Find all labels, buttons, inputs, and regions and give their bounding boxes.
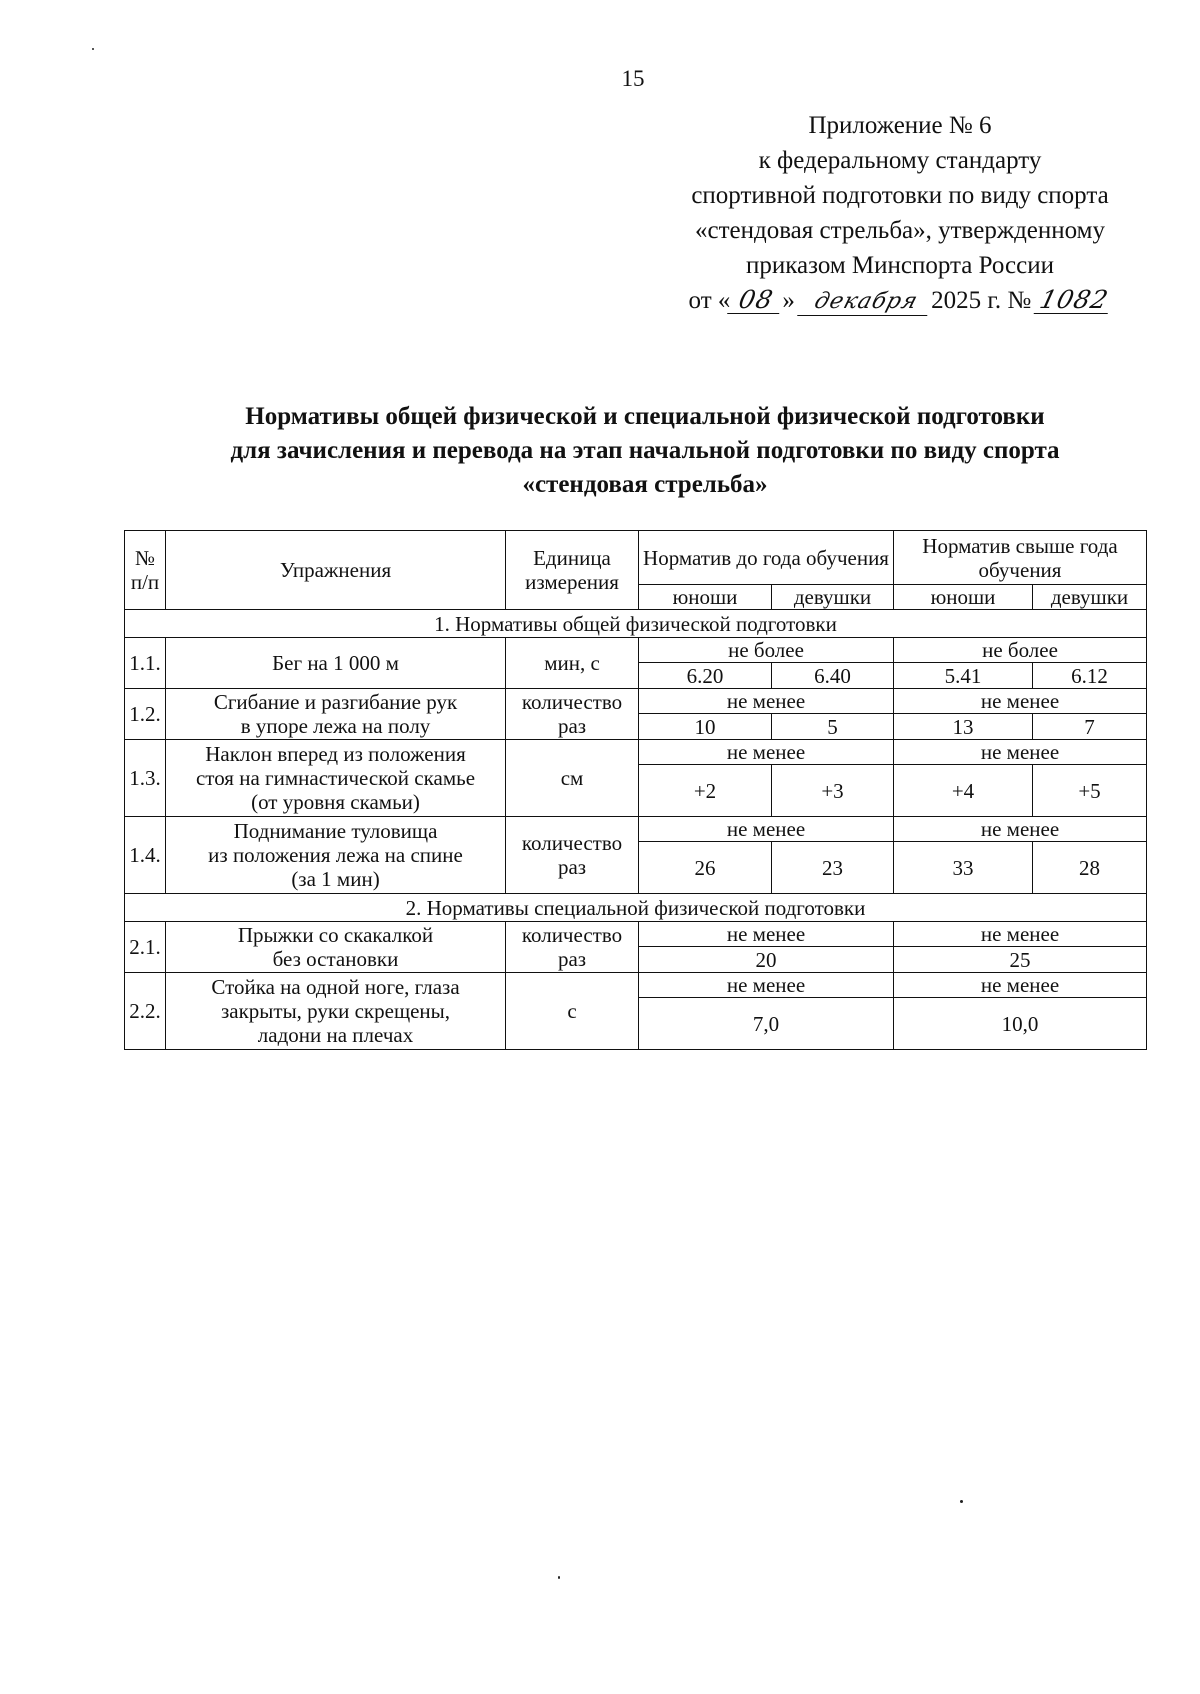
- row-condition-after: не менее: [894, 689, 1147, 714]
- value-cell: 13: [894, 714, 1033, 740]
- row-unit: [506, 817, 639, 894]
- row-unit: с: [506, 973, 639, 1050]
- value-cell: 7: [1033, 714, 1147, 740]
- row-exercise: [166, 817, 506, 894]
- header-row: [125, 531, 1147, 585]
- row-exercise: [166, 740, 506, 817]
- header-unit: Единица измерения: [506, 531, 639, 610]
- row-condition-after: не менее: [894, 922, 1147, 947]
- scan-speck: [92, 48, 94, 50]
- row-unit: мин, с: [506, 638, 639, 689]
- value-cell: +2: [639, 765, 772, 817]
- exercise-line: Поднимание туловища: [233, 819, 438, 843]
- exercise-line: (за 1 мин): [291, 867, 380, 891]
- row-condition-after: не менее: [894, 817, 1147, 842]
- norms-table: [124, 530, 1147, 1050]
- value-cell: 26: [639, 842, 772, 894]
- section-title: 2. Нормативы специальной физической подготовки: [125, 894, 1147, 922]
- value-cell: 5: [772, 714, 894, 740]
- exercise-line: Наклон вперед из положения: [205, 742, 466, 766]
- row-condition-before: не менее: [639, 689, 894, 714]
- value-cell: 5.41: [894, 663, 1033, 689]
- appendix-line: Приложение № 6: [808, 112, 992, 139]
- value-cell: 6.40: [772, 663, 894, 689]
- table-row: [125, 689, 1147, 714]
- header-norm-before: Норматив до года обучения: [639, 531, 894, 585]
- row-num: 1.2.: [125, 689, 166, 740]
- appendix-header: [640, 108, 1160, 318]
- unit-line: раз: [557, 947, 587, 971]
- row-exercise: Бег на 1 000 м: [166, 638, 506, 689]
- table-row: [125, 817, 1147, 842]
- unit-line: количество: [521, 690, 623, 714]
- document-title: [120, 400, 1170, 502]
- row-condition-before: не менее: [639, 817, 894, 842]
- value-cell: 33: [894, 842, 1033, 894]
- page-number: 15: [621, 66, 645, 91]
- order-date-line: [640, 283, 1160, 318]
- table-row: [125, 740, 1147, 765]
- row-exercise: [166, 689, 506, 740]
- handwritten-order-number: 1082: [1034, 287, 1115, 314]
- table-row: [125, 638, 1147, 663]
- scan-speck: [558, 1576, 560, 1579]
- exercise-line: ладони на плечах: [257, 1023, 414, 1047]
- header-girls: девушки: [1033, 585, 1147, 610]
- date-prefix: от «: [688, 287, 731, 314]
- row-num: 1.3.: [125, 740, 166, 817]
- row-condition-before: не менее: [639, 922, 894, 947]
- header-exercise: Упражнения: [166, 531, 506, 610]
- exercise-line: Стойка на одной ноге, глаза: [211, 975, 460, 999]
- row-condition-after: не менее: [894, 973, 1147, 998]
- appendix-line: спортивной подготовки по виду спорта: [691, 182, 1109, 209]
- exercise-line: из положения лежа на спине: [208, 843, 463, 867]
- exercise-line: закрыты, руки скрещены,: [220, 999, 451, 1023]
- exercise-line: стоя на гимнастической скамье: [195, 766, 476, 790]
- title-line: для зачисления и перевода на этап начальной подготовки по виду спорта: [230, 437, 1060, 464]
- handwritten-day: 08: [728, 287, 786, 314]
- row-num: 2.2.: [125, 973, 166, 1050]
- table-row: [125, 973, 1147, 998]
- appendix-line: к федеральному стандарту: [758, 147, 1042, 174]
- title-line: «стендовая стрельба»: [522, 471, 768, 498]
- value-cell: 6.20: [639, 663, 772, 689]
- value-cell: 10,0: [894, 998, 1147, 1050]
- header-boys: юноши: [639, 585, 772, 610]
- section-row: [125, 894, 1147, 922]
- value-cell: 25: [894, 947, 1147, 973]
- value-cell: 10: [639, 714, 772, 740]
- header-girls: девушки: [772, 585, 894, 610]
- row-condition-before: не менее: [639, 973, 894, 998]
- row-condition-before: не более: [639, 638, 894, 663]
- value-cell: 6.12: [1033, 663, 1147, 689]
- scan-speck: [960, 1500, 963, 1503]
- unit-line: количество: [521, 923, 623, 947]
- section-row: [125, 610, 1147, 638]
- unit-line: раз: [557, 714, 587, 738]
- row-unit: [506, 689, 639, 740]
- exercise-line: без остановки: [272, 947, 399, 971]
- row-num: 1.1.: [125, 638, 166, 689]
- appendix-line: «стендовая стрельба», утвержденному: [694, 217, 1106, 244]
- table-row: [125, 922, 1147, 947]
- handwritten-month: декабря: [797, 289, 935, 316]
- unit-line: раз: [557, 855, 587, 879]
- value-cell: +5: [1033, 765, 1147, 817]
- header-norm-after: Норматив свыше года обучения: [894, 531, 1147, 585]
- exercise-line: (от уровня скамьи): [251, 790, 420, 814]
- row-condition-after: не более: [894, 638, 1147, 663]
- unit-line: количество: [521, 831, 623, 855]
- date-mid: »: [782, 287, 795, 314]
- header-num: № п/п: [125, 531, 166, 610]
- value-cell: 7,0: [639, 998, 894, 1050]
- row-condition-before: не менее: [639, 740, 894, 765]
- exercise-line: Сгибание и разгибание рук: [213, 690, 458, 714]
- row-unit: [506, 922, 639, 973]
- value-cell: +3: [772, 765, 894, 817]
- row-condition-after: не менее: [894, 740, 1147, 765]
- exercise-line: Прыжки со скакалкой: [237, 923, 434, 947]
- section-title: 1. Нормативы общей физической подготовки: [125, 610, 1147, 638]
- title-line: Нормативы общей физической и специальной физической подготовки: [245, 403, 1045, 430]
- value-cell: 20: [639, 947, 894, 973]
- value-cell: 28: [1033, 842, 1147, 894]
- row-unit: см: [506, 740, 639, 817]
- value-cell: 23: [772, 842, 894, 894]
- value-cell: +4: [894, 765, 1033, 817]
- exercise-line: в упоре лежа на полу: [240, 714, 431, 738]
- row-exercise: [166, 922, 506, 973]
- header-boys: юноши: [894, 585, 1033, 610]
- row-exercise: [166, 973, 506, 1050]
- date-year: 2025 г. №: [931, 287, 1032, 314]
- row-num: 1.4.: [125, 817, 166, 894]
- row-num: 2.1.: [125, 922, 166, 973]
- appendix-line: приказом Минспорта России: [745, 252, 1054, 279]
